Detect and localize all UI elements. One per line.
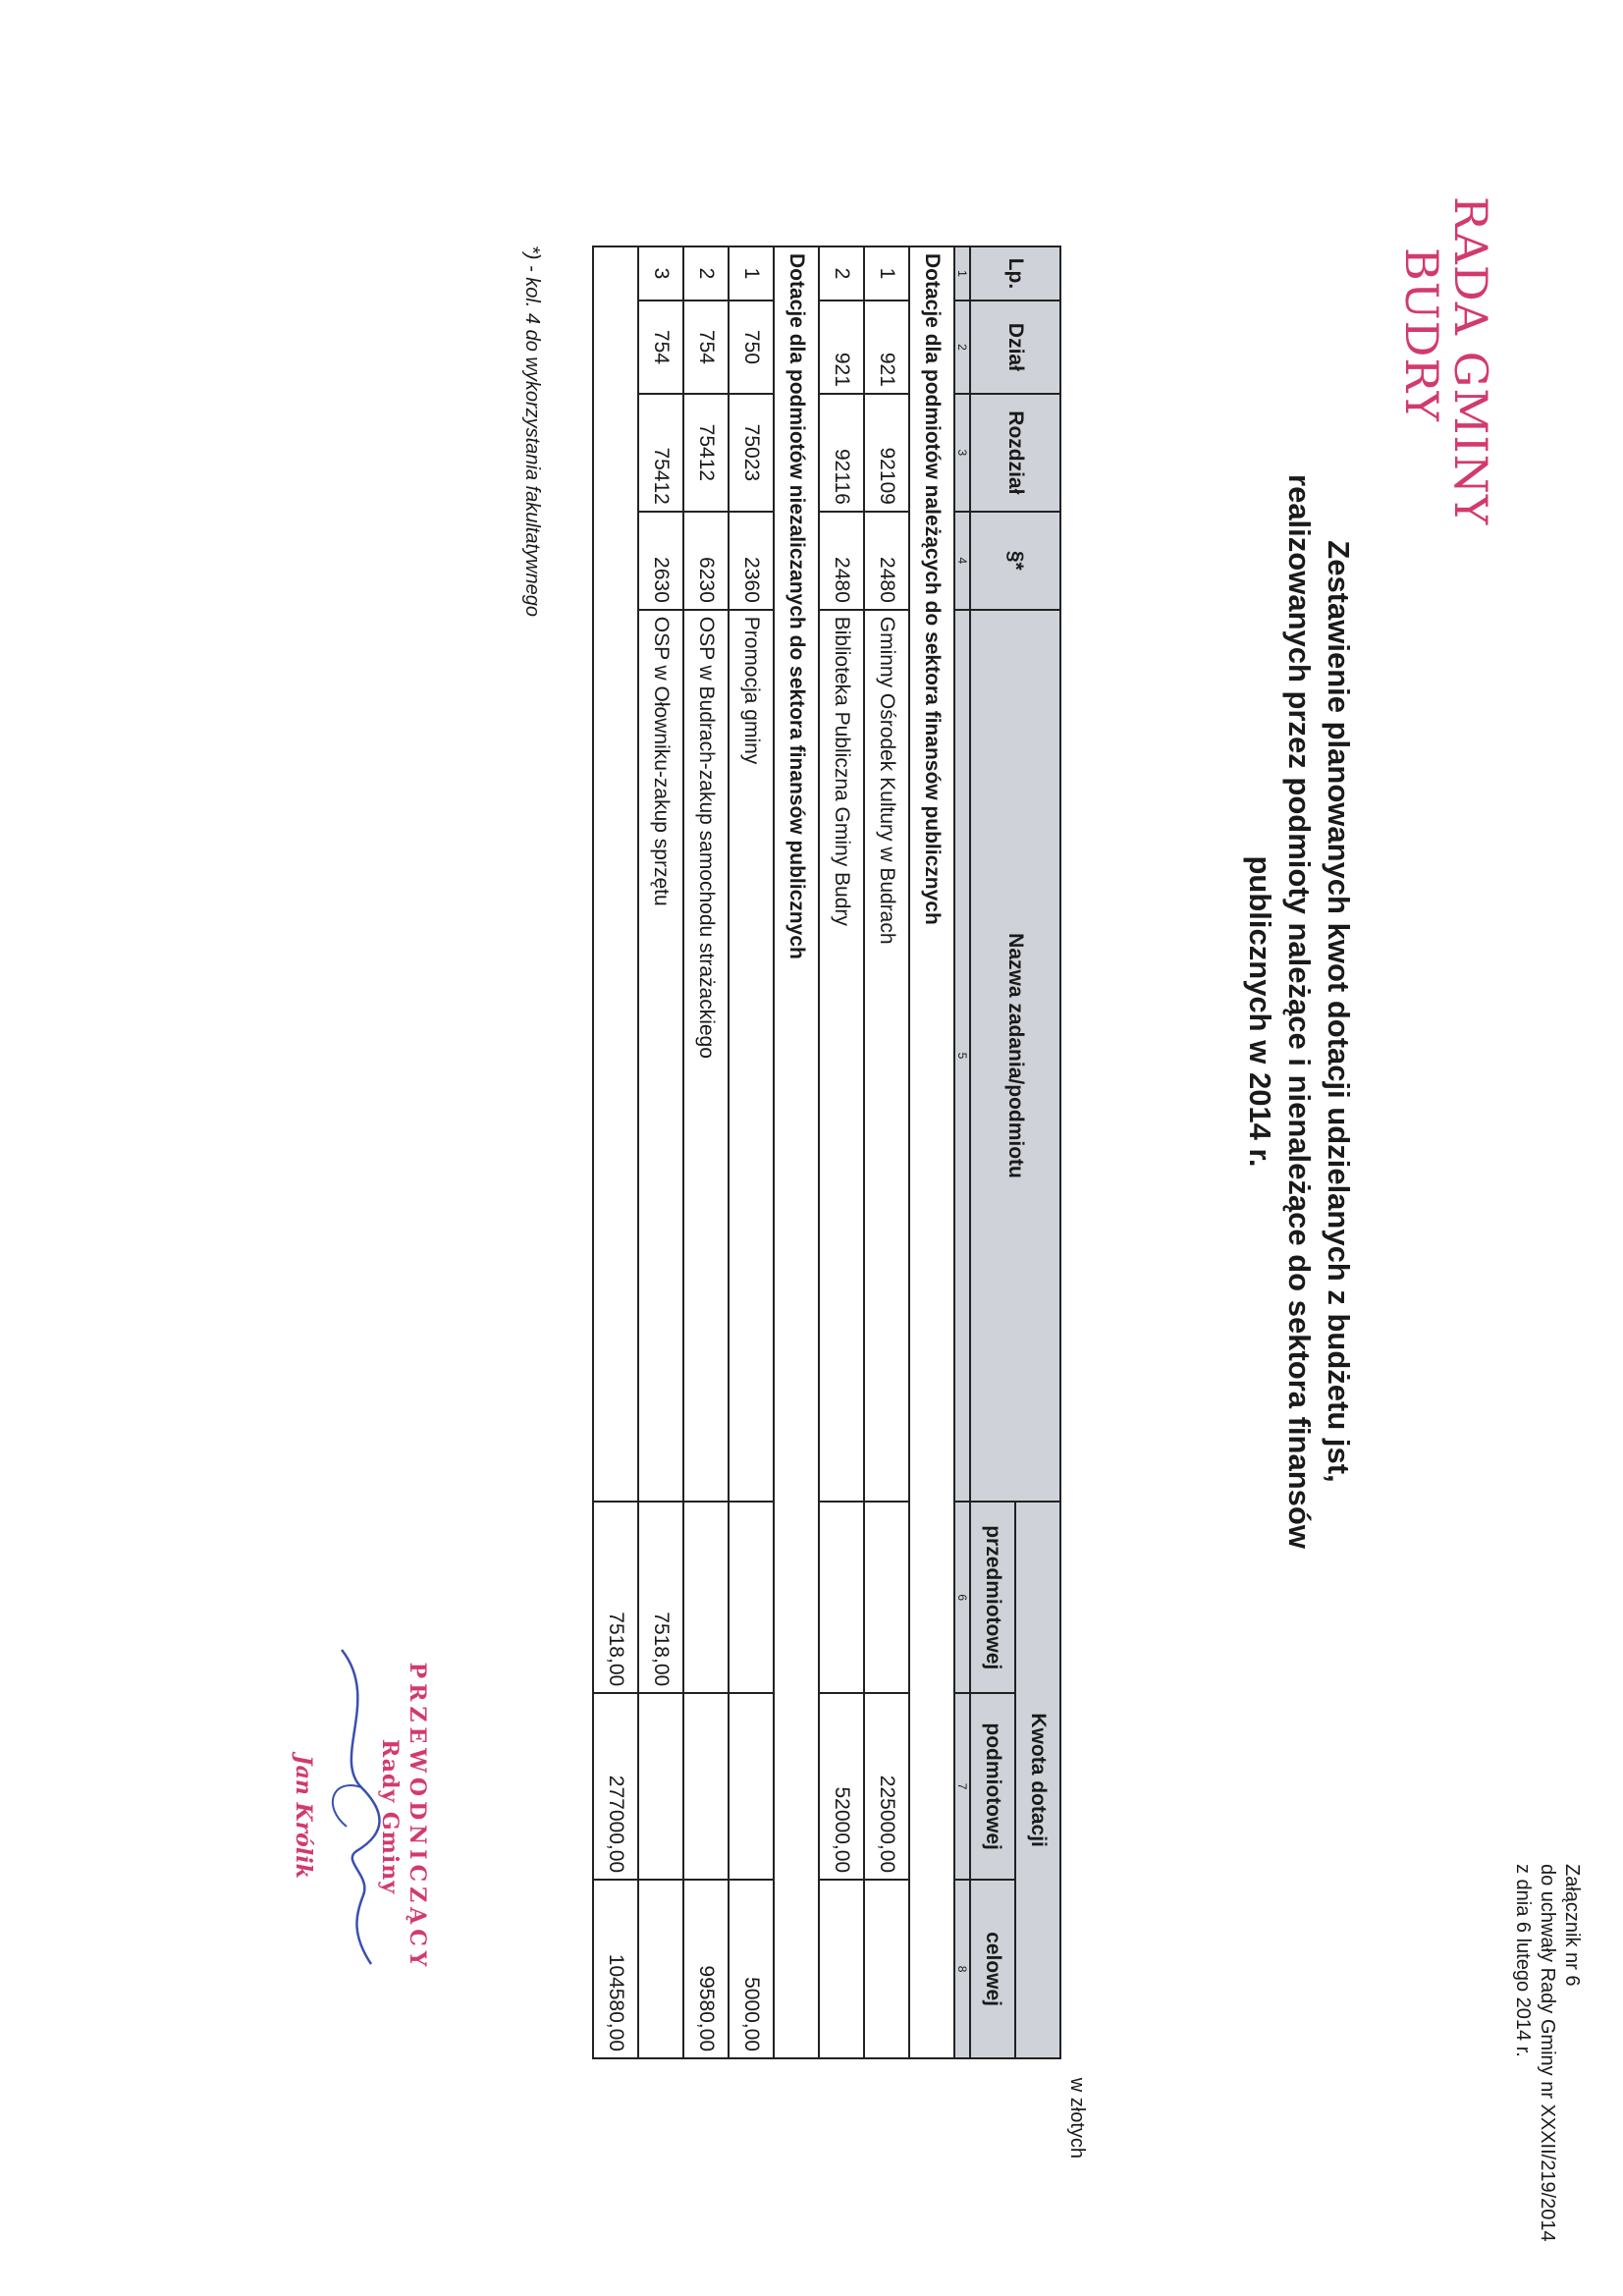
council-stamp bbox=[1397, 196, 1495, 525]
section-title-nonpublic: Dotacje dla podmiotów niezaliczanych do sektora finansów publicznych bbox=[774, 246, 819, 2058]
column-number-row bbox=[954, 246, 970, 2058]
attachment-line-3: z dnia 6 lutego 2014 r. bbox=[1512, 1864, 1534, 2057]
column-number: 8 bbox=[954, 1880, 970, 2058]
header-dzial: Dział bbox=[970, 301, 1060, 394]
cell-lp: 1 bbox=[729, 246, 774, 301]
cell-celowej bbox=[638, 1880, 683, 2058]
cell-paragraf: 2360 bbox=[729, 512, 774, 610]
section-row-nonpublic bbox=[774, 246, 819, 2058]
chairman-stamp bbox=[135, 1601, 430, 2033]
document-title bbox=[1240, 246, 1358, 1777]
cell-dzial: 921 bbox=[819, 301, 864, 394]
cell-przedmiotowej: 7518,00 bbox=[638, 1502, 683, 1693]
chairman-org: Rady Gminy bbox=[377, 1738, 403, 1895]
title-line-2: realizowanych przez podmioty należące i nienależące do sektora finansów bbox=[1282, 474, 1317, 1549]
cell-lp: 1 bbox=[864, 246, 909, 301]
cell-nazwa: OSP w Budrach-zakup samochodu strażackiego bbox=[683, 610, 729, 1503]
cell-rozdzial: 92116 bbox=[819, 394, 864, 512]
cell-podmiotowej bbox=[683, 1693, 729, 1880]
chairman-role: PRZEWODNICZĄCY bbox=[405, 1662, 430, 1972]
council-stamp-line-1: RADA GMINY bbox=[1444, 196, 1497, 526]
cell-lp: 2 bbox=[819, 246, 864, 301]
table-row bbox=[638, 246, 683, 2058]
attachment-line-2: do uchwały Rady Gminy nr XXXII/219/2014 bbox=[1537, 1864, 1558, 2242]
cell-lp: 3 bbox=[638, 246, 683, 301]
cell-dzial: 750 bbox=[729, 301, 774, 394]
cell-rozdzial: 75023 bbox=[729, 394, 774, 512]
table-row bbox=[864, 246, 909, 2058]
totals-spacer bbox=[593, 246, 638, 1502]
cell-nazwa: Promocja gminy bbox=[729, 610, 774, 1503]
column-number: 2 bbox=[954, 301, 970, 394]
cell-nazwa: OSP w Ołowniku-zakup sprzętu bbox=[638, 610, 683, 1503]
cell-dzial: 921 bbox=[864, 301, 909, 394]
cell-rozdzial: 75412 bbox=[638, 394, 683, 512]
section-title-public: Dotacje dla podmiotów należących do sektora finansów publicznych bbox=[909, 246, 954, 2058]
cell-przedmiotowej bbox=[864, 1502, 909, 1693]
cell-podmiotowej: 225000,00 bbox=[864, 1693, 909, 1880]
header-lp: Lp. bbox=[970, 246, 1060, 301]
title-line-3: publicznych w 2014 r. bbox=[1243, 855, 1277, 1168]
attachment-note bbox=[1510, 1864, 1584, 2242]
header-kwota: Kwota dotacji bbox=[1015, 1502, 1060, 2058]
column-number: 3 bbox=[954, 394, 970, 512]
header-rozdzial: Rozdział bbox=[970, 394, 1060, 512]
cell-celowej bbox=[819, 1880, 864, 2058]
cell-nazwa: Gminny Ośrodek Kultury w Budrach bbox=[864, 610, 909, 1503]
column-number: 5 bbox=[954, 610, 970, 1503]
header-podmiotowej: podmiotowej bbox=[970, 1693, 1015, 1880]
cell-podmiotowej bbox=[729, 1693, 774, 1880]
column-number: 6 bbox=[954, 1502, 970, 1693]
cell-celowej: 99580,00 bbox=[683, 1880, 729, 2058]
section-row-public bbox=[909, 246, 954, 2058]
cell-paragraf: 2480 bbox=[819, 512, 864, 610]
header-paragraf: §* bbox=[970, 512, 1060, 610]
cell-podmiotowej bbox=[638, 1693, 683, 1880]
footnote: *) - kol. 4 do wykorzystania fakultatywnego bbox=[521, 246, 543, 617]
cell-nazwa: Biblioteka Publiczna Gminy Budry bbox=[819, 610, 864, 1503]
cell-celowej bbox=[864, 1880, 909, 2058]
cell-przedmiotowej bbox=[683, 1502, 729, 1693]
cell-paragraf: 2630 bbox=[638, 512, 683, 610]
chairman-name: Jan Królik bbox=[291, 1755, 316, 1879]
cell-przedmiotowej bbox=[819, 1502, 864, 1693]
cell-paragraf: 6230 bbox=[683, 512, 729, 610]
totals-row bbox=[593, 246, 638, 2058]
column-number: 1 bbox=[954, 246, 970, 301]
currency-unit-note: w złotych bbox=[1066, 2077, 1088, 2159]
header-row-1 bbox=[1015, 246, 1060, 2058]
header-nazwa: Nazwa zadania/podmiotu bbox=[970, 610, 1060, 1503]
header-celowej: celowej bbox=[970, 1880, 1015, 2058]
title-line-1: Zestawienie planowanych kwot dotacji udzielanych z budżetu jst, bbox=[1322, 540, 1356, 1483]
cell-rozdzial: 75412 bbox=[683, 394, 729, 512]
table-row bbox=[819, 246, 864, 2058]
subsidy-table bbox=[592, 246, 1061, 2059]
cell-dzial: 754 bbox=[683, 301, 729, 394]
table-row bbox=[683, 246, 729, 2058]
cell-przedmiotowej bbox=[729, 1502, 774, 1693]
signature-icon bbox=[312, 1640, 401, 1974]
table-row bbox=[729, 246, 774, 2058]
cell-podmiotowej: 52000,00 bbox=[819, 1693, 864, 1880]
council-stamp-line-2: BUDRY bbox=[1395, 247, 1448, 423]
column-number: 4 bbox=[954, 512, 970, 610]
cell-rozdzial: 92109 bbox=[864, 394, 909, 512]
total-celowej: 104580,00 bbox=[593, 1880, 638, 2058]
total-podmiotowej: 277000,00 bbox=[593, 1693, 638, 1880]
cell-dzial: 754 bbox=[638, 301, 683, 394]
total-przedmiotowej: 7518,00 bbox=[593, 1502, 638, 1693]
column-number: 7 bbox=[954, 1693, 970, 1880]
attachment-line-1: Załącznik nr 6 bbox=[1561, 1864, 1583, 1987]
cell-paragraf: 2480 bbox=[864, 512, 909, 610]
cell-lp: 2 bbox=[683, 246, 729, 301]
header-przedmiotowej: przedmiotowej bbox=[970, 1502, 1015, 1693]
cell-celowej: 5000,00 bbox=[729, 1880, 774, 2058]
